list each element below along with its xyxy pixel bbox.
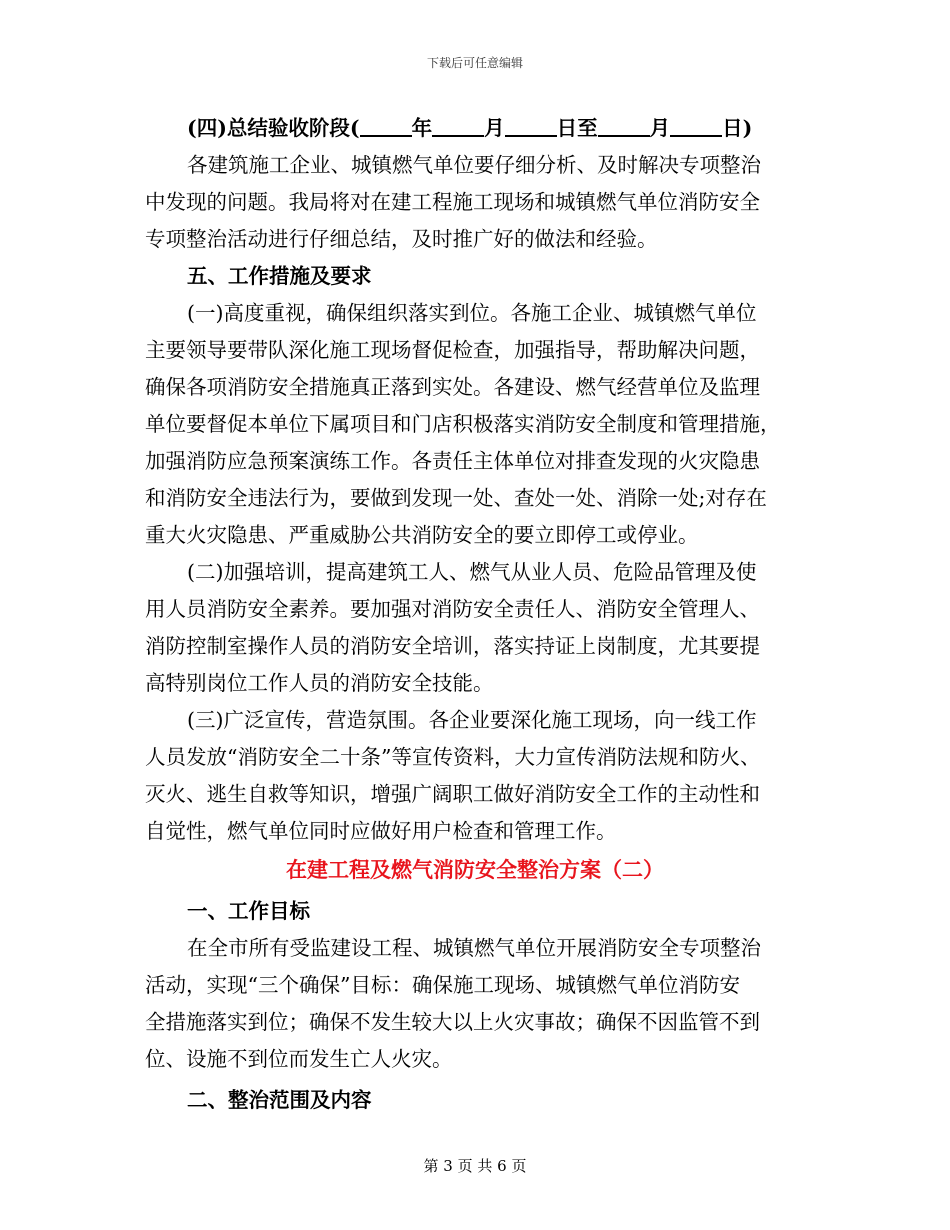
body-line: 确保各项消防安全措施真正落到实处。各建设、燃气经营单位及监理 — [145, 375, 760, 399]
body-line: 人员发放“消防安全二十条”等宣传资料，大力宣传消防法规和防火、 — [145, 745, 761, 769]
body-line: 单位要督促本单位下属项目和门店积极落实消防安全制度和管理措施， — [145, 412, 781, 436]
blank-day1-field — [505, 117, 557, 137]
document-title: 在建工程及燃气消防安全整治方案（二） — [286, 857, 664, 882]
body-line: 灭火、逃生自救等知识，增强广阔职工做好消防安全工作的主动性和 — [145, 782, 760, 806]
body-line: 全措施落实到位；确保不发生较大以上火灾事故；确保不因监管不到 — [145, 1010, 760, 1034]
blank-day2-field — [670, 117, 722, 137]
page-footer: 第 3 页 共 6 页 — [423, 1157, 527, 1175]
body-line: 在全市所有受监建设工程、城镇燃气单位开展消防安全专项整治 — [187, 936, 761, 960]
stage4-month1: 月 — [484, 116, 505, 140]
stage4-prefix: (四)总结验收阶段( — [187, 116, 360, 140]
stage4-day1: 日至 — [556, 116, 598, 140]
body-line: 消防控制室操作人员的消防安全培训，落实持证上岗制度，尤其要提 — [145, 634, 760, 658]
stage4-month2: 月 — [649, 116, 671, 140]
body-line: 自觉性，燃气单位同时应做好用户检查和管理工作。 — [145, 819, 617, 843]
body-line: (三)广泛宣传，营造氛围。各企业要深化施工现场，向一线工作 — [187, 708, 757, 732]
body-line: 用人员消防安全素养。要加强对消防安全责任人、消防安全管理人、 — [145, 597, 760, 621]
body-line: 和消防安全违法行为，要做到发现一处、查处一处、消除一处;对存在 — [145, 486, 767, 510]
blank-month1-field — [432, 117, 484, 137]
body-line: (一)高度重视，确保组织落实到位。各施工企业、城镇燃气单位 — [187, 301, 757, 325]
stage4-year: 年 — [411, 116, 433, 140]
body-line: 主要领导要带队深化施工现场督促检查，加强指导，帮助解决问题， — [145, 338, 760, 362]
body-line: 位、设施不到位而发生亡人火灾。 — [145, 1047, 453, 1071]
body-line: (二)加强培训，提高建筑工人、燃气从业人员、危险品管理及使 — [187, 560, 757, 584]
stage4-day2: 日) — [722, 116, 753, 140]
body-line: 活动，实现“三个确保”目标：确保施工现场、城镇燃气单位消防安 — [145, 973, 740, 997]
body-line: 重大火灾隐患、严重威胁公共消防安全的要立即停工或停业。 — [145, 523, 699, 547]
body-line: 中发现的问题。我局将对在建工程施工现场和城镇燃气单位消防安全 — [145, 190, 760, 214]
section-heading-1: 一、工作目标 — [187, 899, 310, 923]
blank-year-field — [360, 117, 412, 137]
section-heading-2: 二、整治范围及内容 — [187, 1088, 372, 1112]
stage4-heading — [187, 115, 815, 141]
section-heading-5: 五、工作措施及要求 — [187, 264, 372, 288]
body-line: 各建筑施工企业、城镇燃气单位要仔细分析、及时解决专项整治 — [187, 153, 761, 177]
body-line: 高特别岗位工作人员的消防安全技能。 — [145, 671, 494, 695]
body-line: 加强消防应急预案演练工作。各责任主体单位对排查发现的火灾隐患 — [145, 449, 760, 473]
blank-month2-field — [598, 117, 650, 137]
body-line: 专项整治活动进行仔细总结，及时推广好的做法和经验。 — [145, 227, 658, 251]
page-header: 下载后可任意编辑 — [426, 56, 523, 70]
